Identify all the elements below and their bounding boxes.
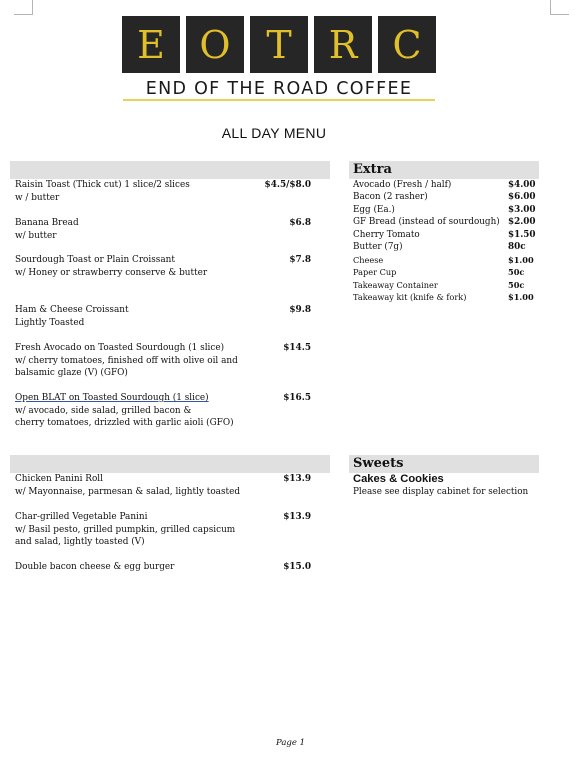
menu-item-price: $16.5 <box>283 393 311 403</box>
extra-item-name: Avocado (Fresh / half) <box>353 180 452 190</box>
menu-item-description: w/ Honey or strawberry conserve & butter <box>15 267 208 278</box>
menu-item-price: $6.8 <box>289 218 311 228</box>
menu-item <box>15 254 325 279</box>
menu-item-name: Fresh Avocado on Toasted Sourdough (1 slice) <box>15 343 225 353</box>
menu-item-description: w/ cherry tomatoes, finished off with olive oil and <box>15 355 238 366</box>
extra-item <box>353 191 536 203</box>
menu-item-description: w / butter <box>15 192 60 203</box>
logo-letter-box: O <box>186 16 244 73</box>
menu-item-price: $4.5/$8.0 <box>264 180 311 190</box>
menu-item-price: $7.8 <box>289 255 311 265</box>
extra-item-price: 50c <box>508 267 525 277</box>
extra-item-name: GF Bread (instead of sourdough) <box>353 217 500 227</box>
panini-section-header-band <box>10 455 330 473</box>
extra-item-price: $1.00 <box>508 255 534 265</box>
menu-item-description: cherry tomatoes, drizzled with garlic aioli (GFO) <box>15 418 234 429</box>
logo <box>122 16 436 73</box>
logo-subtitle: END OF THE ROAD COFFEE <box>145 79 413 99</box>
menu-item-description: w/ butter <box>15 230 57 241</box>
extra-item-name: Paper Cup <box>353 267 397 277</box>
extra-item <box>353 254 533 266</box>
extra-item-price: $3.00 <box>508 205 536 215</box>
logo-letter-box: R <box>314 16 372 73</box>
extra-item-price: $4.00 <box>508 180 536 190</box>
logo-letter-box: T <box>250 16 308 73</box>
menu-item-name: Raisin Toast (Thick cut) 1 slice/2 slices <box>15 180 190 190</box>
logo-letter-box: E <box>122 16 180 73</box>
menu-item <box>15 561 325 574</box>
page-number: Page 1 <box>276 738 305 748</box>
sweets-subheading: Cakes & Cookies <box>353 473 444 485</box>
menu-item <box>15 511 325 549</box>
menu-item-description: Lightly Toasted <box>15 317 85 328</box>
menu-item-description: w/ Basil pesto, grilled pumpkin, grilled capsicum <box>15 524 236 535</box>
menu-item-name: Open BLAT on Toasted Sourdough (1 slice) <box>15 393 209 403</box>
menu-item-price: $14.5 <box>283 343 311 353</box>
extra-item-name: Cherry Tomato <box>353 230 420 240</box>
extra-item-name: Takeaway kit (knife & fork) <box>353 292 467 302</box>
logo-underline <box>123 99 435 101</box>
menu-item <box>15 342 325 380</box>
extra-item-price: $2.00 <box>508 217 536 227</box>
logo-letter-box: C <box>378 16 436 73</box>
menu-item-price: $13.9 <box>283 512 311 522</box>
extra-item-name: Cheese <box>353 255 384 265</box>
menu-item <box>15 392 325 430</box>
page-corner-marker-top-right <box>550 0 569 15</box>
menu-title: ALL DAY MENU <box>221 125 327 141</box>
extra-item <box>353 291 533 303</box>
menu-item-description: w/ Mayonnaise, parmesan & salad, lightly toasted <box>15 486 241 497</box>
extra-item-name: Butter (7g) <box>353 242 403 252</box>
extra-item-name: Egg (Ea.) <box>353 205 395 215</box>
extra-item-price: 50c <box>508 280 525 290</box>
extra-item-name: Takeaway Container <box>353 280 438 290</box>
menu-item-description: balsamic glaze (V) (GFO) <box>15 368 128 379</box>
extra-item <box>353 216 536 228</box>
extra-heading: Extra <box>353 162 392 177</box>
menu-item-name: Sourdough Toast or Plain Croissant <box>15 255 175 265</box>
extra-item <box>353 266 533 278</box>
extra-item-price: 80c <box>508 242 526 252</box>
extra-item <box>353 241 533 253</box>
sweets-heading: Sweets <box>353 456 404 471</box>
menu-item-description: w/ avocado, side salad, grilled bacon & <box>15 405 192 416</box>
menu-item-name: Banana Bread <box>15 218 79 228</box>
extra-item <box>353 229 536 241</box>
menu-item-price: $9.8 <box>289 305 311 315</box>
extra-item-price: $1.50 <box>508 230 536 240</box>
extra-item-price: $6.00 <box>508 192 536 202</box>
extra-item <box>353 204 536 216</box>
menu-item-name: Chicken Panini Roll <box>15 474 103 484</box>
extra-item <box>353 279 533 291</box>
menu-item <box>15 473 325 498</box>
extra-item-name: Bacon (2 rasher) <box>353 192 428 202</box>
menu-item-price: $15.0 <box>283 562 311 572</box>
menu-item <box>15 304 325 329</box>
menu-item-description: and salad, lightly toasted (V) <box>15 537 145 548</box>
extra-item-price: $1.00 <box>508 292 534 302</box>
menu-item <box>15 179 325 204</box>
page-corner-marker-top-left <box>14 0 33 15</box>
sweets-note: Please see display cabinet for selection <box>353 487 529 497</box>
main-section-header-band <box>10 161 330 179</box>
extra-item <box>353 179 536 191</box>
menu-item <box>15 217 325 242</box>
menu-item-name: Char-grilled Vegetable Panini <box>15 512 148 522</box>
menu-item-name: Ham & Cheese Croissant <box>15 305 129 315</box>
menu-item-price: $13.9 <box>283 474 311 484</box>
menu-item-name: Double bacon cheese & egg burger <box>15 562 175 572</box>
